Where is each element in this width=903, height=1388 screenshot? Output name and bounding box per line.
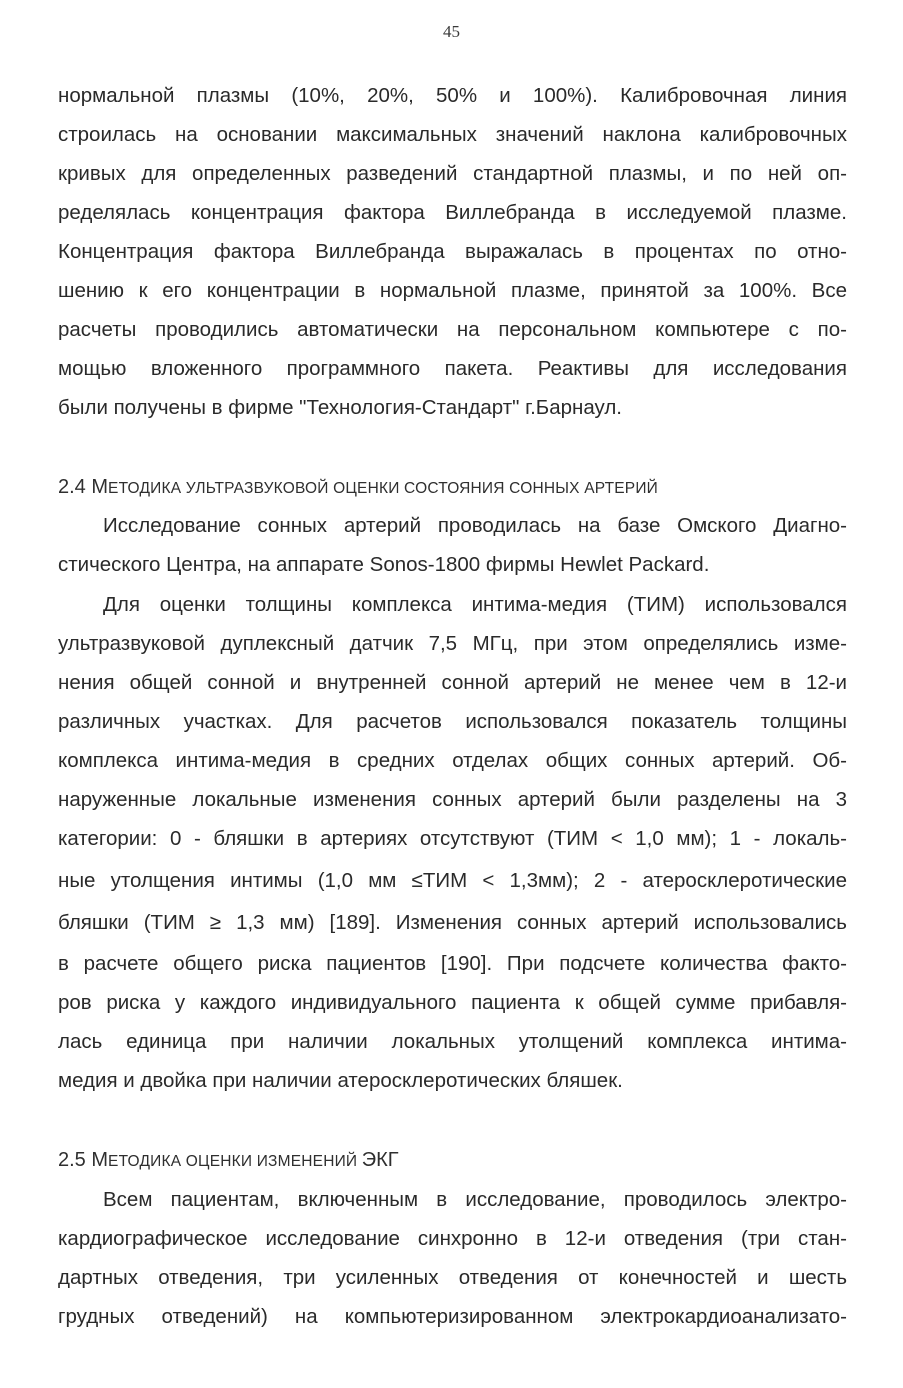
- section-number: 2.4: [58, 476, 86, 498]
- text-line: ределялась концентрация фактора Виллебранда в исследуемой плазме.: [58, 201, 847, 224]
- text-line: различных участках. Для расчетов использовался показатель толщины: [58, 710, 847, 733]
- page-number: 45: [443, 22, 460, 41]
- text-line: кривых для определенных разведений стандартной плазмы, и по ней оп-: [58, 162, 847, 185]
- section-title-tail: ЭКГ: [361, 1149, 399, 1171]
- text-line: шению к его концентрации в нормальной плазме, принятой за 100%. Все: [58, 279, 847, 302]
- section-title-initial: М: [91, 1149, 109, 1171]
- text-line: нормальной плазмы (10%, 20%, 50% и 100%). Калибровочная линия: [58, 84, 847, 107]
- section-number: 2.5: [58, 1149, 86, 1171]
- text-line: ные утолщения интимы (1,0 мм ≤ТИМ < 1,3мм); 2 - атеросклеротические: [58, 869, 847, 892]
- text-line: расчеты проводились автоматически на персональном компьютере с по-: [58, 318, 847, 341]
- text-line: наруженные локальные изменения сонных артерий были разделены на 3: [58, 788, 847, 811]
- text-line: нения общей сонной и внутренней сонной артерий не менее чем в 12-и: [58, 671, 847, 694]
- text-line: бляшки (ТИМ ≥ 1,3 мм) [189]. Изменения сонных артерий использовались: [58, 911, 847, 934]
- text-line: Концентрация фактора Виллебранда выражалась в процентах по отно-: [58, 240, 847, 263]
- text-line: категории: 0 - бляшки в артериях отсутствуют (ТИМ < 1,0 мм); 1 - локаль-: [58, 827, 847, 850]
- section-title-rest: ЕТОДИКА ОЦЕНКИ ИЗМЕНЕНИЙ: [108, 1153, 362, 1170]
- text-line: строилась на основании максимальных значений наклона калибровочных: [58, 123, 847, 146]
- text-line: лась единица при наличии локальных утолщений комплекса интима-: [58, 1030, 847, 1053]
- text-line: в расчете общего риска пациентов [190]. При подсчете количества факто-: [58, 952, 847, 975]
- text-line: ров риска у каждого индивидуального пациента к общей сумме прибавля-: [58, 991, 847, 1014]
- section-title-rest: ЕТОДИКА УЛЬТРАЗВУКОВОЙ ОЦЕНКИ СОСТОЯНИЯ СОННЫХ АРТЕРИЙ: [108, 480, 659, 497]
- section-title-initial: М: [91, 476, 109, 498]
- text-line: медия и двойка при наличии атеросклеротических бляшек.: [58, 1069, 623, 1092]
- section-heading-2-4: [58, 474, 847, 502]
- text-line: Исследование сонных артерий проводилась на базе Омского Диагно-: [103, 514, 847, 537]
- text-line: комплекса интима-медия в средних отделах общих сонных артерий. Об-: [58, 749, 847, 772]
- section-heading-2-5: [58, 1147, 847, 1175]
- text-line: были получены в фирме "Технология-Стандарт" г.Барнаул.: [58, 396, 622, 419]
- text-line: дартных отведения, три усиленных отведения от конечностей и шесть: [58, 1266, 847, 1289]
- text-line: Для оценки толщины комплекса интима-медия (ТИМ) использовался: [103, 593, 847, 616]
- text-line: ультразвуковой дуплексный датчик 7,5 МГц, при этом определялись изме-: [58, 632, 847, 655]
- text-line: стического Центра, на аппарате Sonos-1800 фирмы Hewlet Packard.: [58, 553, 710, 576]
- text-line: мощью вложенного программного пакета. Реактивы для исследования: [58, 357, 847, 380]
- text-line: грудных отведений) на компьютеризированном электрокардиоанализато-: [58, 1305, 847, 1328]
- text-line: кардиографическое исследование синхронно в 12-и отведения (три стан-: [58, 1227, 847, 1250]
- text-line: Всем пациентам, включенным в исследование, проводилось электро-: [103, 1188, 847, 1211]
